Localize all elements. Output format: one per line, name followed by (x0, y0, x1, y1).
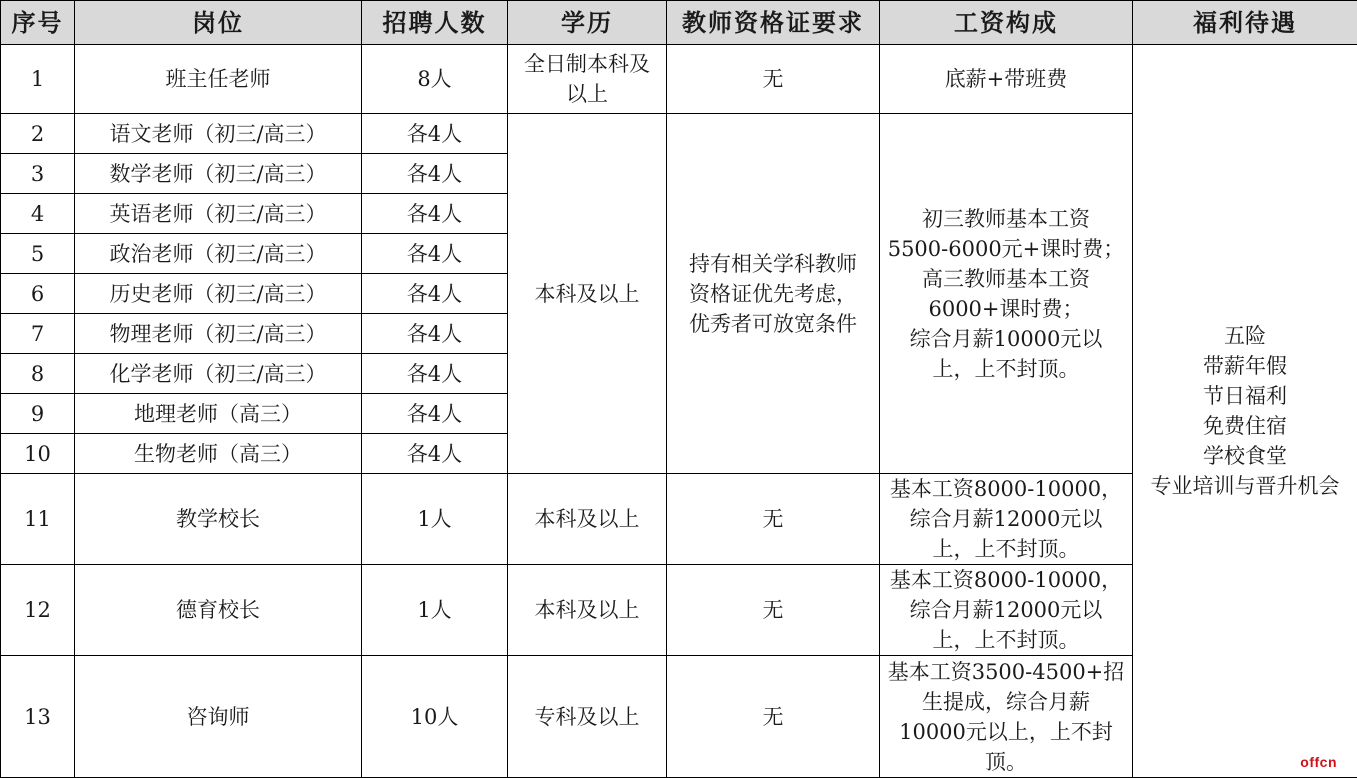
header-no: 序号 (1, 1, 75, 45)
count-cell: 各4人 (362, 234, 508, 274)
count-cell: 1人 (362, 565, 508, 656)
position-cell: 物理老师（初三/高三） (75, 314, 362, 354)
position-cell: 语文老师（初三/高三） (75, 114, 362, 154)
position-cell: 化学老师（初三/高三） (75, 354, 362, 394)
header-certificate: 教师资格证要求 (667, 1, 880, 45)
position-cell: 数学老师（初三/高三） (75, 154, 362, 194)
count-cell: 各4人 (362, 354, 508, 394)
row-number: 1 (1, 45, 75, 114)
position-cell: 德育校长 (75, 565, 362, 656)
education-cell: 本科及以上 (508, 474, 667, 565)
row-number: 9 (1, 394, 75, 434)
row-number: 13 (1, 656, 75, 778)
benefits-cell: 五险 带薪年假 节日福利 免费住宿 学校食堂 专业培训与晋升机会 (1133, 45, 1357, 778)
position-cell: 咨询师 (75, 656, 362, 778)
position-cell: 英语老师（初三/高三） (75, 194, 362, 234)
row-number: 10 (1, 434, 75, 474)
count-cell: 8人 (362, 45, 508, 114)
header-row (1, 1, 1357, 45)
position-cell: 政治老师（初三/高三） (75, 234, 362, 274)
position-cell: 教学校长 (75, 474, 362, 565)
certificate-cell: 无 (667, 474, 880, 565)
salary-cell: 基本工资3500-4500+招 生提成，综合月薪 10000元以上，上不封 顶。 (880, 656, 1133, 778)
certificate-cell: 无 (667, 565, 880, 656)
row-number: 3 (1, 154, 75, 194)
salary-cell: 基本工资8000-10000， 综合月薪12000元以 上，上不封顶。 (880, 565, 1133, 656)
position-cell: 生物老师（高三） (75, 434, 362, 474)
education-cell: 本科及以上 (508, 114, 667, 474)
count-cell: 各4人 (362, 274, 508, 314)
header-benefits: 福利待遇 (1133, 1, 1357, 45)
row-number: 12 (1, 565, 75, 656)
row-number: 11 (1, 474, 75, 565)
count-cell: 各4人 (362, 114, 508, 154)
count-cell: 各4人 (362, 194, 508, 234)
header-education: 学历 (508, 1, 667, 45)
header-salary: 工资构成 (880, 1, 1133, 45)
position-cell: 历史老师（初三/高三） (75, 274, 362, 314)
certificate-cell: 持有相关学科教师 资格证优先考虑， 优秀者可放宽条件 (667, 114, 880, 474)
count-cell: 各4人 (362, 154, 508, 194)
position-cell: 班主任老师 (75, 45, 362, 114)
education-cell: 专科及以上 (508, 656, 667, 778)
row-number: 7 (1, 314, 75, 354)
count-cell: 各4人 (362, 394, 508, 434)
salary-cell: 底薪+带班费 (880, 45, 1133, 114)
certificate-cell: 无 (667, 656, 880, 778)
row-number: 8 (1, 354, 75, 394)
row-number: 6 (1, 274, 75, 314)
certificate-cell: 无 (667, 45, 880, 114)
count-cell: 10人 (362, 656, 508, 778)
education-cell: 全日制本科及 以上 (508, 45, 667, 114)
row-number: 2 (1, 114, 75, 154)
salary-cell: 初三教师基本工资 5500-6000元+课时费； 高三教师基本工资 6000+课时费； 综合月薪10000元以 上，上不封顶。 (880, 114, 1133, 474)
header-position: 岗位 (75, 1, 362, 45)
header-count: 招聘人数 (362, 1, 508, 45)
offcn-watermark: offcn (1300, 754, 1337, 770)
count-cell: 各4人 (362, 434, 508, 474)
count-cell: 1人 (362, 474, 508, 565)
position-cell: 地理老师（高三） (75, 394, 362, 434)
row-number: 4 (1, 194, 75, 234)
salary-cell: 基本工资8000-10000， 综合月薪12000元以 上，上不封顶。 (880, 474, 1133, 565)
row-number: 5 (1, 234, 75, 274)
count-cell: 各4人 (362, 314, 508, 354)
table-row (1, 45, 1357, 114)
education-cell: 本科及以上 (508, 565, 667, 656)
